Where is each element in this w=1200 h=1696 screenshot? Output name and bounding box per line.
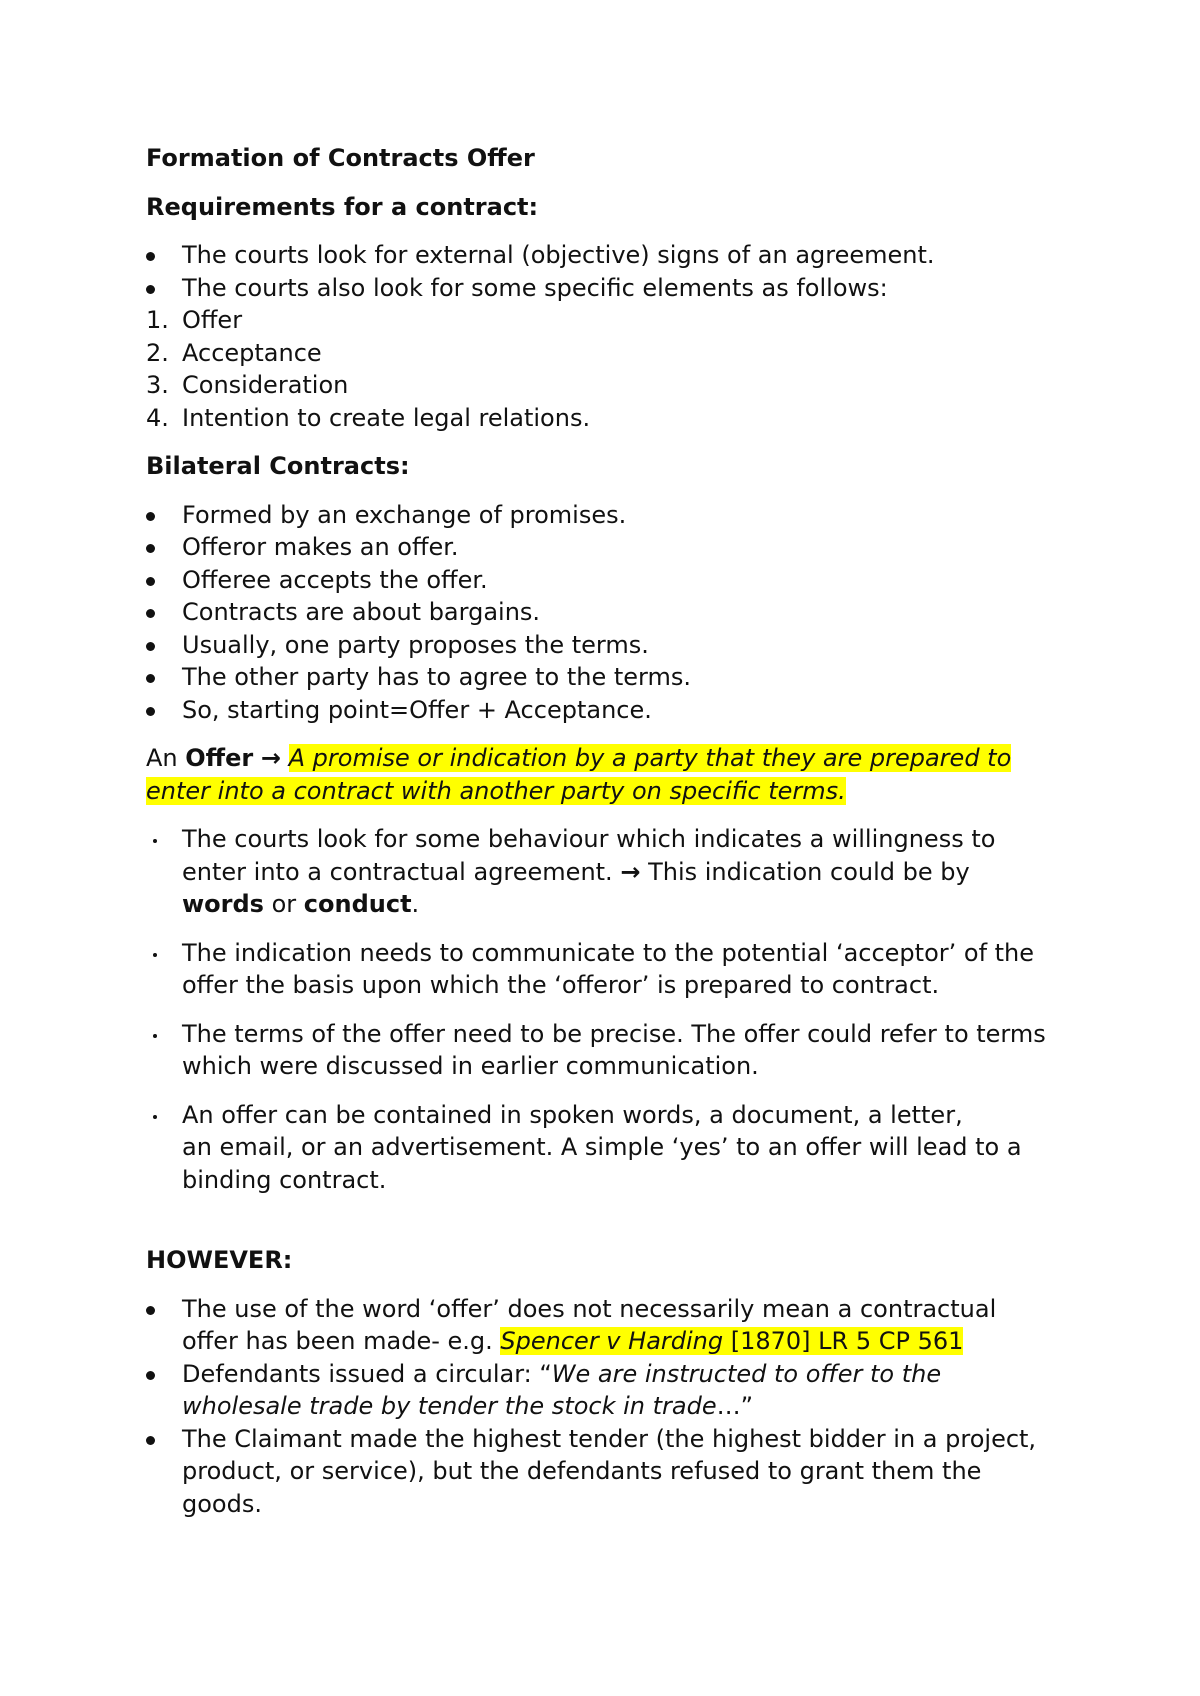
bullet-icon [146, 544, 155, 553]
bullet-icon [146, 1436, 155, 1445]
list-item: The courts look for external (objective) signs of an agreement. [146, 239, 1086, 272]
bullet-icon [146, 642, 155, 651]
bullet-icon [146, 1371, 155, 1380]
bullet-icon [153, 839, 157, 843]
bullet-icon [153, 1034, 157, 1038]
list-item: The courts look for some behaviour which indicates a willingness to enter into a contractual agreement. → This indication could be by words or conduct. [146, 823, 1086, 921]
list-item: Offeree accepts the offer. [146, 564, 1086, 597]
list-item: Offeror makes an offer. [146, 531, 1086, 564]
bullet-icon [146, 674, 155, 683]
page-title: Formation of Contracts Offer [146, 144, 535, 172]
arrow-right-icon: → [260, 744, 281, 772]
bullet-icon [146, 1306, 155, 1315]
list-item: Defendants issued a circular: “We are instructed to offer to the wholesale trade by tender the stock in trade…” [146, 1358, 1086, 1423]
list-item: The use of the word ‘offer’ does not necessarily mean a contractual offer has been made- e.g. Spencer v Harding [1870] LR 5 CP 561 [146, 1293, 1086, 1358]
list-item: 1. Offer [146, 306, 243, 334]
list-item: Usually, one party proposes the terms. [146, 629, 1086, 662]
however-heading: HOWEVER: [146, 1246, 293, 1274]
bullet-icon [146, 512, 155, 521]
requirements-bullet-list [146, 239, 1086, 304]
bilateral-heading: Bilateral Contracts: [146, 452, 410, 480]
arrow-right-icon: → [620, 857, 641, 886]
list-item: So, starting point=Offer + Acceptance. [146, 694, 1086, 727]
requirements-numbered-list [146, 304, 1086, 434]
list-item: The indication needs to communicate to the potential ‘acceptor’ of the offer the basis upon which the ‘offeror’ is prepared to contract. [146, 937, 1086, 1002]
list-item: The terms of the offer need to be precise. The offer could refer to terms which were discussed in earlier communication. [146, 1018, 1086, 1083]
bullet-icon [146, 252, 155, 261]
bullet-icon [146, 707, 155, 716]
definition-line-1: An Offer → A promise or indication by a party that they are prepared to [146, 742, 1086, 775]
definition-text: A promise or indication by a party that they are prepared to [288, 744, 1012, 772]
however-bullet-list [146, 1293, 1086, 1521]
list-item: The Claimant made the highest tender (the highest bidder in a project, product, or service), but the defendants refused to grant them the goods. [146, 1423, 1086, 1521]
case-citation: Spencer v Harding [1870] LR 5 CP 561 [500, 1327, 964, 1355]
bullet-icon [153, 953, 157, 957]
list-item: The courts also look for some specific elements as follows: [146, 272, 1086, 305]
definition-text: enter into a contract with another party on specific terms. [146, 776, 846, 805]
document-body [146, 142, 1086, 1520]
offer-points-list [146, 823, 1086, 1196]
requirements-heading: Requirements for a contract: [146, 192, 539, 221]
bullet-icon [146, 285, 155, 294]
bullet-icon [153, 1115, 157, 1119]
list-item: An offer can be contained in spoken words, a document, a letter, an email, or an advertisement. A simple ‘yes’ to an offer will lead to a binding contract. [146, 1099, 1086, 1197]
defined-term: Offer [185, 744, 254, 772]
list-item: Formed by an exchange of promises. [146, 499, 1086, 532]
bullet-icon [146, 609, 155, 618]
offer-definition [146, 742, 1086, 807]
list-item: 2. Acceptance [146, 338, 322, 367]
list-item: 4. Intention to create legal relations. [146, 403, 591, 432]
bullet-icon [146, 577, 155, 586]
bilateral-bullet-list [146, 499, 1086, 727]
list-item: Contracts are about bargains. [146, 596, 1086, 629]
definition-line-2 [146, 775, 1086, 808]
list-item: 3. Consideration [146, 371, 349, 399]
list-item: The other party has to agree to the terms. [146, 661, 1086, 694]
